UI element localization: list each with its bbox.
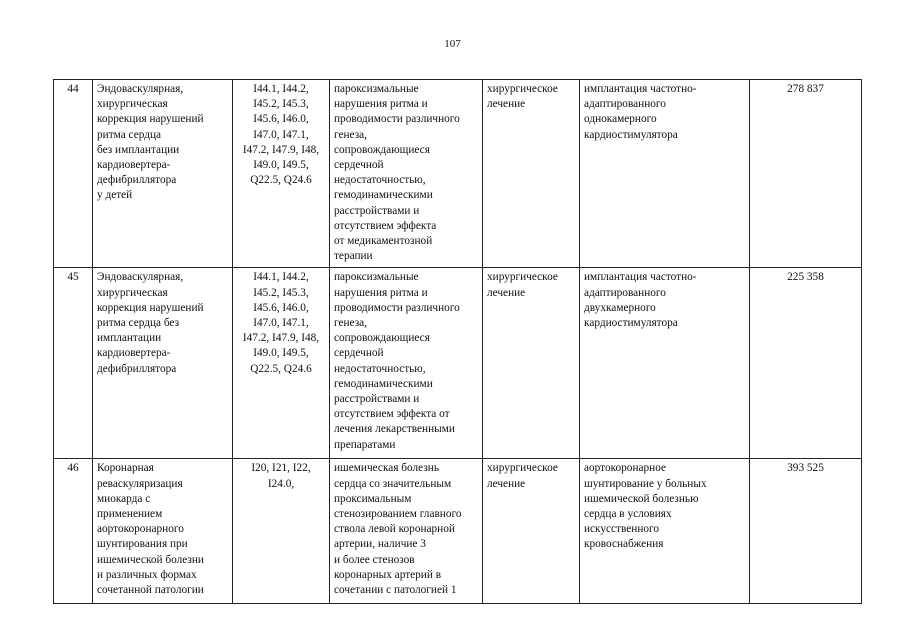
price: 225 358 xyxy=(750,268,862,459)
price: 278 837 xyxy=(750,80,862,268)
icd-codes: I44.1, I44.2, I45.2, I45.3, I45.6, I46.0, I47.0, I47.1, I47.2, I47.9, I48, I49.0, I49.5, Q22.5, Q24.6 xyxy=(233,268,330,459)
services-table xyxy=(53,79,862,604)
row-number: 46 xyxy=(54,459,93,604)
table-row xyxy=(54,268,862,459)
table-row xyxy=(54,459,862,604)
patient-condition: пароксизмальные нарушения ритма и проводимости различного генеза, сопровождающиеся сердечной недостаточностью, гемодинамическими расстройствами и отсутствием эффекта от медикаментозной терапии xyxy=(330,80,483,268)
treatment-type: хирургическое лечение xyxy=(483,80,580,268)
patient-condition: ишемическая болезнь сердца со значительным проксимальным стенозированием главного ствола левой коронарной артерии, наличие 3 и более стенозов коронарных артерий в сочетании с патологией 1 xyxy=(330,459,483,604)
treatment-method: аортокоронарное шунтирование у больных ишемической болезнью сердца в условиях искусственного кровоснабжения xyxy=(580,459,750,604)
icd-codes: I20, I21, I22, I24.0, xyxy=(233,459,330,604)
table-row xyxy=(54,80,862,268)
treatment-type: хирургическое лечение xyxy=(483,459,580,604)
icd-codes: I44.1, I44.2, I45.2, I45.3, I45.6, I46.0, I47.0, I47.1, I47.2, I47.9, I48, I49.0, I49.5, Q22.5, Q24.6 xyxy=(233,80,330,268)
row-number: 45 xyxy=(54,268,93,459)
service-name: Коронарная реваскуляризация миокарда с применением аортокоронарного шунтирования при ишемической болезни и различных формах сочетанной патологии xyxy=(93,459,233,604)
treatment-method: имплантация частотно- адаптированного однокамерного кардиостимулятора xyxy=(580,80,750,268)
treatment-type: хирургическое лечение xyxy=(483,268,580,459)
treatment-method: имплантация частотно- адаптированного двухкамерного кардиостимулятора xyxy=(580,268,750,459)
service-name: Эндоваскулярная, хирургическая коррекция нарушений ритма сердца без имплантации кардиовертера- дефибриллятора у детей xyxy=(93,80,233,268)
price: 393 525 xyxy=(750,459,862,604)
service-name: Эндоваскулярная, хирургическая коррекция нарушений ритма сердца без имплантации кардиовертера- дефибриллятора xyxy=(93,268,233,459)
page-number: 107 xyxy=(444,38,461,50)
patient-condition: пароксизмальные нарушения ритма и проводимости различного генеза, сопровождающиеся сердечной недостаточностью, гемодинамическими расстройствами и отсутствием эффекта от лечения лекарственными препаратами xyxy=(330,268,483,459)
row-number: 44 xyxy=(54,80,93,268)
